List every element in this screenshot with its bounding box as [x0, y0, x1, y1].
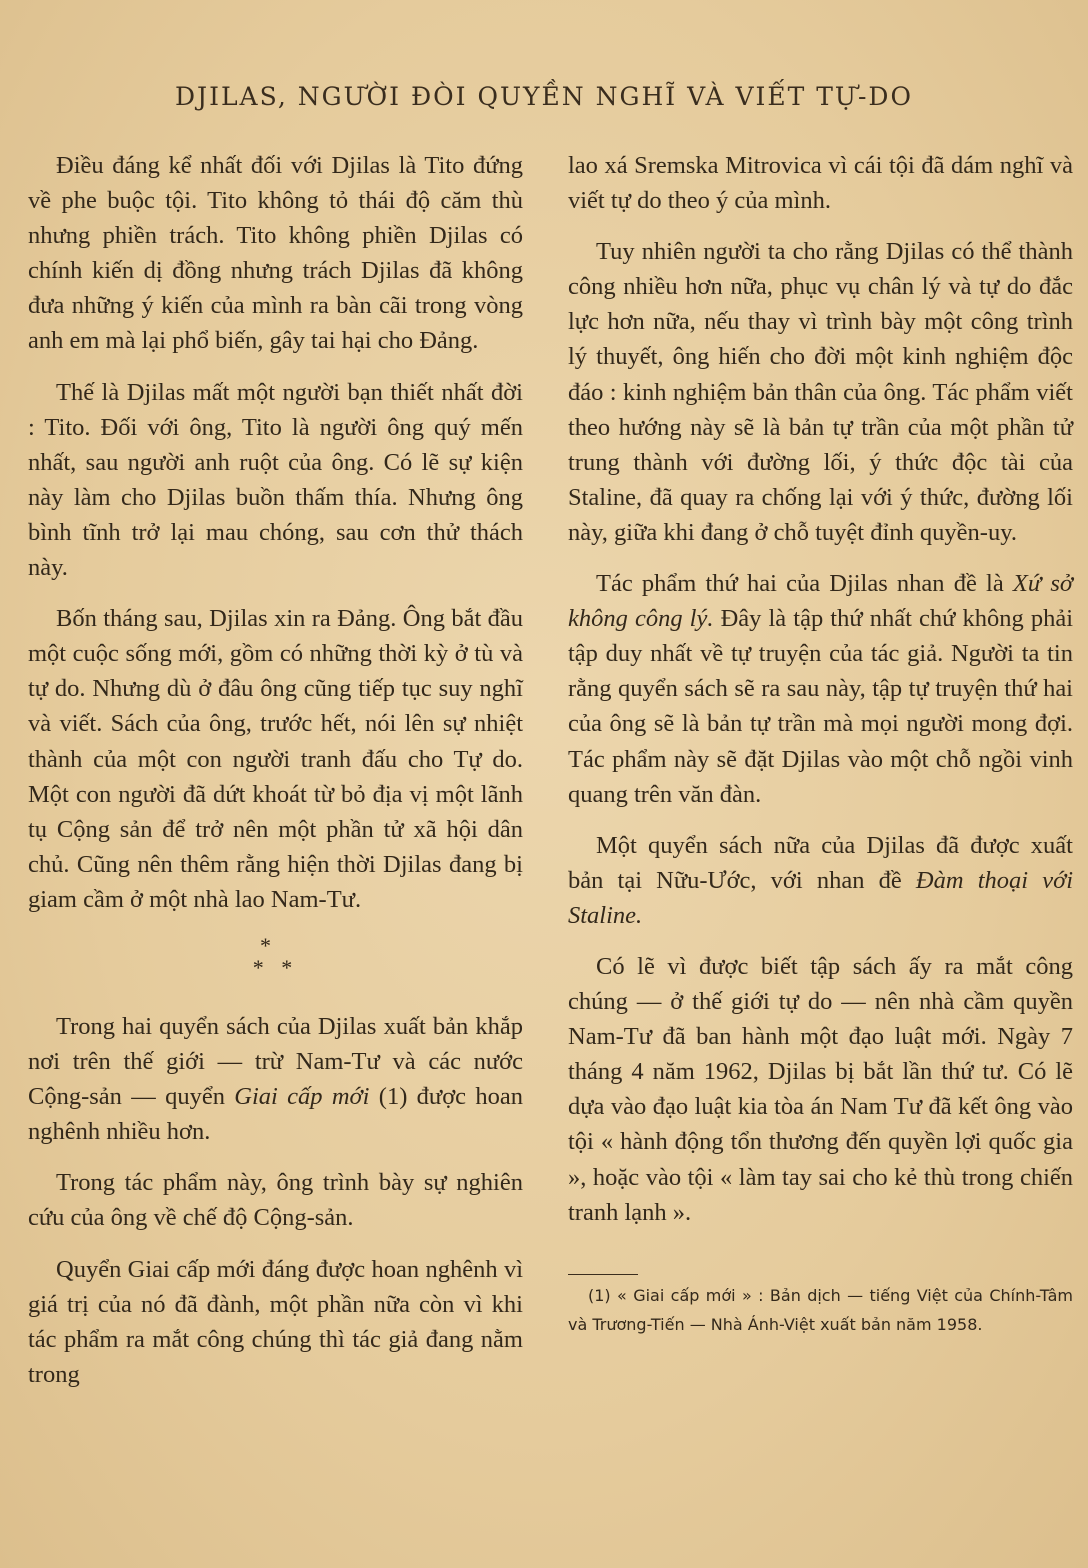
- right-paragraph-4: [568, 828, 1073, 933]
- right-paragraph-1: lao xá Sremska Mitrovica vì cái tội đã dám nghĩ và viết tự do theo ý của mình.: [568, 152, 1073, 215]
- left-column: [28, 148, 523, 1408]
- left-paragraph-2: Thế là Djilas mất một người bạn thiết nhất đời : Tito. Đối với ông, Tito là người ông quý mến nhất, sau người anh ruột của ông. Có lẽ sự kiện này làm cho Djilas buồn thấm thía. Nhưng ông bình tĩnh trở lại mau chóng, sau cơn thử thách này.: [28, 378, 523, 582]
- book-title-dam-thoai: Đàm thoại với Staline.: [568, 866, 1073, 929]
- left-p4-text-end: (1) được hoan nghênh nhiều hơn.: [28, 1083, 523, 1146]
- right-paragraph-5: Có lẽ vì được biết tập sách ấy ra mắt công chúng — ở thế giới tự do — nên nhà cầm quyền Nam-Tư đã ban hành một đạo luật mới. Ngày 7 tháng 4 năm 1962, Djilas bị bắt lần thứ tư. Có lẽ dựa vào đạo luật kia tòa án Nam Tư đã kết ông vào tội « hành động tổn thương đến quyền lợi quốc gia », hoặc vào tội « làm tay sai cho kẻ thù trong chiến tranh lạnh ».: [568, 952, 1073, 1226]
- separator-bottom-asterisks: * *: [252, 954, 299, 980]
- section-separator: [28, 932, 523, 980]
- right-p3-text-end: Đây là tập thứ nhất chứ không phải tập duy nhất về tự truyện của tác giả. Người ta tin rằng quyển sách sẽ ra sau này, tập tự truyện thứ hai của ông sẽ là bản tự trần mà mọi người mong đợi. Tác phẩm này sẽ đặt Djilas vào một chỗ ngồi vinh quang trên văn đàn.: [568, 605, 1074, 808]
- footnote-divider: [568, 1274, 638, 1275]
- left-paragraph-4: [28, 1009, 523, 1149]
- left-paragraph-3: Bốn tháng sau, Djilas xin ra Đảng. Ông bắt đầu một cuộc sống mới, gồm có những thời kỳ ở tù và tự do. Nhưng dù ở đâu ông cũng tiếp tục suy nghĩ và viết. Sách của ông, trước hết, nói lên sự nhiệt thành của một con người tranh đấu cho Tự do. Một con người đã dứt khoát từ bỏ địa vị một lãnh tụ Cộng sản để trở nên một phần tử xã hội dân chủ. Cũng nên thêm rằng hiện thời Djilas đang bị giam cầm ở một nhà lao Nam-Tư.: [28, 605, 523, 913]
- left-paragraph-1: Điều đáng kể nhất đối với Djilas là Tito đứng về phe buộc tội. Tito không tỏ thái độ căm thù nhưng phiền trách. Tito không phiền Djilas có chính kiến dị đồng nhưng trách Djilas đã không đưa những ý kiến của mình ra bàn cãi trong vòng anh em mà lại phổ biến, gây tai hại cho Đảng.: [28, 152, 523, 355]
- left-p4-text-start: Trong hai quyển sách của Djilas xuất bản khắp nơi trên thế giới — trừ Nam-Tư và các nước Cộng-sản — quyển: [28, 1012, 523, 1111]
- book-title-giai-cap-moi: Giai cấp mới: [234, 1083, 370, 1111]
- left-paragraph-6: Quyển Giai cấp mới đáng được hoan nghênh vì giá trị của nó đã đành, một phần nữa còn vì khi tác phẩm ra mắt công chúng thì tác giả đang nằm trong: [28, 1255, 523, 1388]
- footnote: (1) « Giai cấp mới » : Bản dịch — tiếng Việt của Chính-Tâm và Trương-Tiến — Nhà Ánh-Việt xuất bản năm 1958.: [568, 1285, 1073, 1334]
- right-column: [568, 148, 1073, 1339]
- separator-top-asterisk: *: [260, 932, 277, 958]
- left-paragraph-5: Trong tác phẩm này, ông trình bày sự nghiên cứu của ông về chế độ Cộng-sản.: [28, 1169, 523, 1232]
- right-paragraph-3: [568, 566, 1073, 812]
- right-p4-text-start: Một quyển sách nữa của Djilas đã được xuất bản tại Nữu-Ước, với nhan đề: [568, 831, 1073, 894]
- page-header-title: DJILAS, NGƯỜI ĐÒI QUYỀN NGHĨ VÀ VIẾT TỰ-DO: [175, 82, 913, 111]
- book-title-xu-so: Xứ sở không công lý.: [568, 570, 1073, 633]
- right-p3-text-start: Tác phẩm thứ hai của Djilas nhan đề là: [596, 570, 1013, 598]
- right-paragraph-2: Tuy nhiên người ta cho rằng Djilas có thể thành công nhiều hơn nữa, phục vụ chân lý và tự do đắc lực hơn nữa, nếu thay vì trình bày một công trình lý thuyết, ông hiến cho đời một kinh nghiệm độc đáo : kinh nghiệm bản thân của ông. Tác phẩm viết theo hướng này sẽ là bản tự trần của một phần tử trung thành với đường lối, ý thức độc tài của Staline, đã quay ra chống lại với ý thức, đường lối này, giữa khi đang ở chỗ tuyệt đỉnh quyền-uy.: [568, 238, 1073, 546]
